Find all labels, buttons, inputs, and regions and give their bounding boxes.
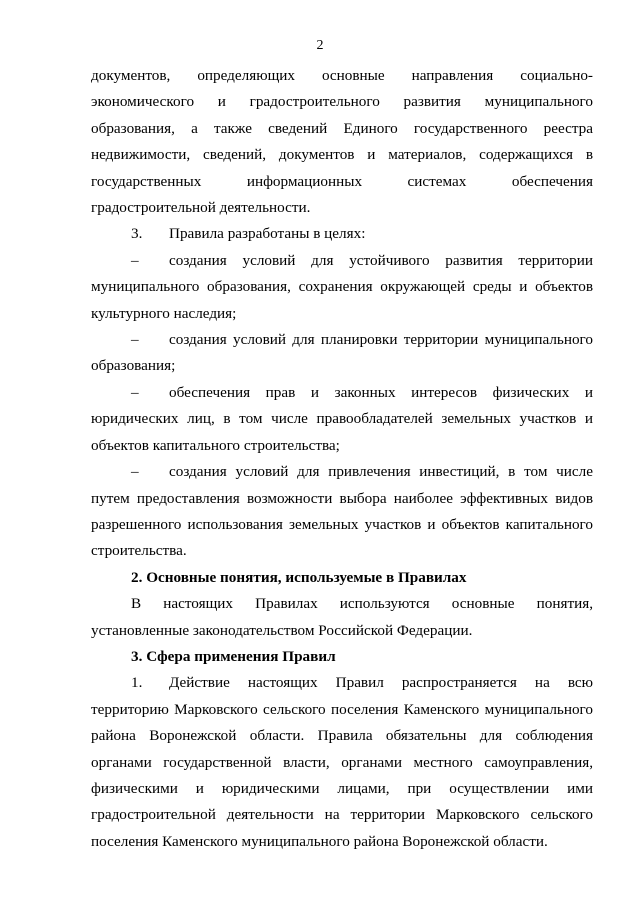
paragraph-scope	[91, 670, 593, 855]
bullet-item	[91, 248, 593, 327]
document-body	[91, 63, 593, 855]
dash-marker: –	[131, 251, 139, 269]
item-number: 3.	[131, 225, 143, 243]
page-number: 2	[316, 38, 324, 53]
bullet-item	[91, 327, 593, 380]
bullet-item	[91, 380, 593, 459]
section-heading-scope: 3. Сфера применения Правил	[131, 647, 336, 665]
paragraph-continuation: документов, определяющих основные направления социально-экономического и градостроительного развития муниципального образования, а также сведений Единого государственного реестра недвижимости, сведений, документов и материалов, содержащихся в государственных информационных системах обеспечения градостроительной деятельности.	[91, 67, 593, 217]
bullet-text: создания условий для привлечения инвестиций, в том числе путем предоставления возможности выбора наиболее эффективных видов разрешенного использования земельных участков и объектов капитального строительства.	[91, 463, 593, 560]
dash-marker: –	[131, 463, 139, 481]
dash-marker: –	[131, 331, 139, 349]
bullet-text: создания условий для планировки территории муниципального образования;	[91, 331, 593, 375]
section-heading-concepts: 2. Основные понятия, используемые в Правилах	[131, 568, 467, 586]
bullet-text: создания условий для устойчивого развития территории муниципального образования, сохранения окружающей среды и объектов культурного наследия;	[91, 251, 593, 322]
item-number: 1.	[131, 674, 143, 692]
item-text: Действие настоящих Правил распространяется на всю территорию Марковского сельского поселения Каменского муниципального района Воронежской области. Правила обязательны для соблюдения органами государственной власти, органами местного самоуправления, физическими и юридическими лицами, при осуществлении ими градостроительной деятельности на территории Марковского сельского поселения Каменского муниципального района Воронежской области.	[91, 674, 593, 850]
paragraph-concepts: В настоящих Правилах используются основные понятия, установленные законодательством Российской Федерации.	[91, 595, 593, 639]
dash-marker: –	[131, 383, 139, 401]
item-text: Правила разработаны в целях:	[169, 225, 366, 243]
bullet-text: обеспечения прав и законных интересов физических и юридических лиц, в том числе правообладателей земельных участков и объектов капитального строительства;	[91, 383, 593, 454]
bullet-item	[91, 459, 593, 565]
paragraph-goals-intro	[91, 221, 593, 247]
